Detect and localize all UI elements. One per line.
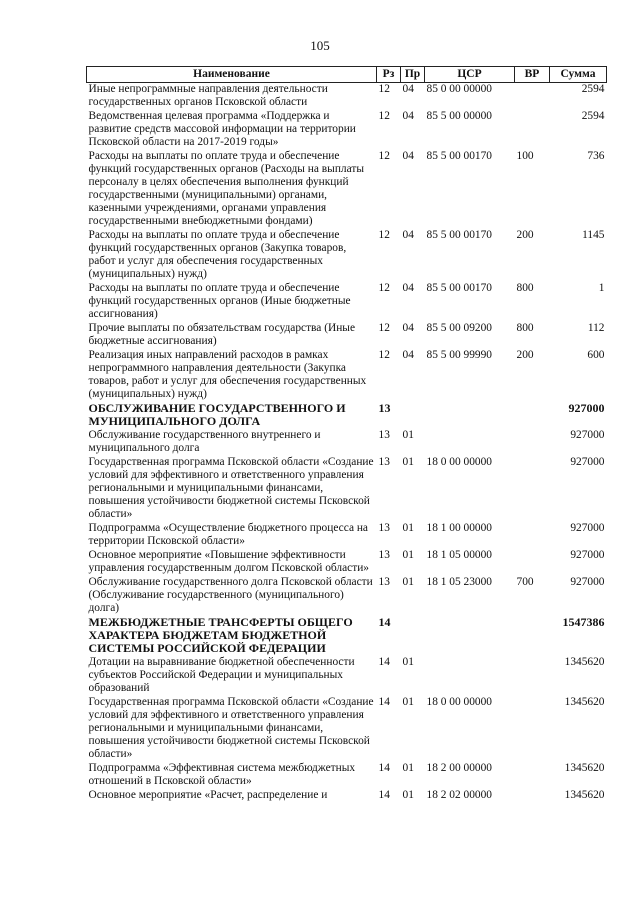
cell-vr: [515, 616, 550, 656]
cell-name: Подпрограмма «Эффективная система межбюджетных отношений в Псковской области»: [88, 762, 356, 787]
cell-sum: 1547386: [562, 615, 605, 629]
table-row: [87, 229, 607, 282]
cell-pr: 01: [402, 762, 414, 774]
cell-name: Ведомственная целевая программа «Поддержка и развитие средств массовой информации на территории Псковской области на 2017-2019 годы»: [88, 110, 356, 148]
cell-name: ОБСЛУЖИВАНИЕ ГОСУДАРСТВЕННОГО И МУНИЦИПАЛЬНОГО ДОЛГА: [88, 401, 346, 428]
cell-pr: 01: [402, 696, 414, 708]
cell-sum: 1345620: [564, 656, 605, 668]
cell-rz: 12: [378, 150, 390, 162]
header-sum: Сумма: [550, 67, 607, 83]
header-csr: ЦСР: [425, 67, 515, 83]
cell-vr: [515, 789, 550, 803]
cell-vr: 100: [516, 150, 534, 162]
cell-rz: 13: [378, 429, 390, 441]
cell-rz: 14: [378, 696, 390, 708]
table-row: [87, 349, 607, 402]
cell-rz: 13: [378, 401, 391, 415]
cell-csr: 85 0 00 00000: [426, 83, 492, 95]
cell-sum: 927000: [570, 522, 605, 534]
cell-pr: 04: [402, 229, 414, 241]
cell-rz: 14: [378, 789, 390, 801]
cell-rz: 13: [378, 522, 390, 534]
cell-pr: 01: [402, 429, 414, 441]
table-row: [87, 322, 607, 349]
cell-rz: 13: [378, 576, 390, 588]
cell-rz: 14: [378, 615, 391, 629]
cell-csr: [425, 429, 515, 456]
cell-name: Расходы на выплаты по оплате труда и обеспечение функций государственных органов (Расходы на выплаты персоналу в целях обеспечения выполнения функций государственными (муниципальными) органами, казенными учреждениями, органами управления государственными внебюджетными фондами): [88, 150, 364, 227]
cell-name: Иные непрограммные направления деятельности государственных органов Псковской области: [88, 83, 328, 108]
cell-rz: 12: [378, 349, 390, 361]
cell-pr: 01: [402, 549, 414, 561]
cell-csr: 18 2 02 00000: [426, 789, 492, 801]
cell-pr: 01: [402, 656, 414, 668]
cell-name: Основное мероприятие «Расчет, распределение и: [88, 789, 328, 801]
cell-csr: [425, 656, 515, 696]
cell-rz: 12: [378, 229, 390, 241]
cell-vr: 200: [516, 349, 534, 361]
cell-csr: [425, 402, 515, 429]
cell-name: Расходы на выплаты по оплате труда и обеспечение функций государственных органов (Закупка товаров, работ и услуг для обеспечения государственных (муниципальных) нужд): [88, 229, 347, 280]
cell-vr: [515, 656, 550, 696]
header-name: Наименование: [87, 67, 377, 83]
cell-pr: 01: [402, 789, 414, 801]
cell-csr: 85 5 00 00000: [426, 110, 492, 122]
cell-pr: 01: [402, 456, 414, 468]
cell-vr: [515, 83, 550, 111]
cell-csr: 18 1 00 00000: [426, 522, 492, 534]
table-row: [87, 83, 607, 111]
cell-vr: 800: [516, 282, 534, 294]
cell-pr: 01: [402, 522, 414, 534]
table-row: [87, 282, 607, 322]
cell-csr: 85 5 00 00170: [426, 229, 492, 241]
table-row: [87, 110, 607, 150]
section-row: [87, 402, 607, 429]
cell-rz: 12: [378, 110, 390, 122]
cell-name: Прочие выплаты по обязательствам государства (Иные бюджетные ассигнования): [88, 322, 356, 347]
table-row: [87, 549, 607, 576]
cell-vr: [515, 762, 550, 789]
cell-vr: 700: [516, 576, 534, 588]
cell-csr: 85 5 00 00170: [426, 282, 492, 294]
cell-pr: 04: [402, 282, 414, 294]
cell-vr: [515, 522, 550, 549]
table-row: [87, 150, 607, 229]
cell-sum: 112: [587, 322, 605, 334]
cell-sum: 1345620: [564, 762, 605, 774]
cell-sum: 600: [587, 349, 605, 361]
cell-vr: [515, 549, 550, 576]
cell-pr: 04: [402, 349, 414, 361]
cell-csr: 85 5 00 00170: [426, 150, 492, 162]
cell-pr: 04: [402, 83, 414, 95]
cell-name: Дотации на выравнивание бюджетной обеспеченности субъектов Российской Федерации и муниципальных образований: [88, 656, 355, 694]
header-pr: Пр: [401, 67, 425, 83]
table-row: [87, 456, 607, 522]
cell-rz: 12: [378, 322, 390, 334]
cell-sum: 927000: [570, 456, 605, 468]
cell-name: МЕЖБЮДЖЕТНЫЕ ТРАНСФЕРТЫ ОБЩЕГО ХАРАКТЕРА БЮДЖЕТАМ БЮДЖЕТНОЙ СИСТЕМЫ РОССИЙСКОЙ ФЕДЕРАЦИИ: [88, 615, 353, 655]
cell-pr: [401, 402, 425, 429]
cell-sum: 1345620: [564, 696, 605, 708]
cell-name: Расходы на выплаты по оплате труда и обеспечение функций государственных органов (Иные бюджетные ассигнования): [88, 282, 351, 320]
cell-pr: 04: [402, 322, 414, 334]
cell-name: Государственная программа Псковской области «Создание условий для эффективного и ответственного управления региональными и муниципальными финансами, повышения устойчивости бюджетной системы Псковской области»: [88, 696, 374, 760]
cell-name: Подпрограмма «Осуществление бюджетного процесса на территории Псковской области»: [88, 522, 368, 547]
cell-rz: 12: [378, 282, 390, 294]
cell-csr: [425, 616, 515, 656]
cell-rz: 13: [378, 549, 390, 561]
cell-rz: 14: [378, 656, 390, 668]
cell-vr: [515, 429, 550, 456]
cell-csr: 18 1 05 00000: [426, 549, 492, 561]
page-number: 105: [310, 38, 330, 53]
cell-name: Обслуживание государственного долга Псковской области (Обслуживание государственного (муниципального) долга): [88, 576, 373, 614]
table-header-row: [87, 67, 607, 83]
cell-sum: 927000: [570, 576, 605, 588]
cell-vr: [515, 456, 550, 522]
cell-sum: 927000: [570, 549, 605, 561]
cell-sum: 1345620: [564, 789, 605, 801]
cell-csr: 18 2 00 00000: [426, 762, 492, 774]
cell-sum: 2594: [581, 83, 605, 95]
section-row: [87, 616, 607, 656]
cell-name: Государственная программа Псковской области «Создание условий для эффективного и ответственного управления региональными и муниципальными финансами, повышения устойчивости бюджетной системы Псковской области»: [88, 456, 374, 520]
table-body: [87, 83, 607, 804]
cell-csr: 18 0 00 00000: [426, 696, 492, 708]
cell-name: Основное мероприятие «Повышение эффективности управления государственным долгом Псковской области»: [88, 549, 369, 574]
header-vr: ВР: [515, 67, 550, 83]
cell-pr: 04: [402, 150, 414, 162]
cell-vr: [515, 110, 550, 150]
cell-pr: 04: [402, 110, 414, 122]
cell-sum: 1: [598, 282, 605, 294]
cell-csr: 85 5 00 09200: [426, 322, 492, 334]
table-row: [87, 576, 607, 616]
cell-vr: [515, 696, 550, 762]
table-row: [87, 522, 607, 549]
header-rz: Рз: [377, 67, 401, 83]
cell-sum: 736: [587, 150, 605, 162]
cell-rz: 12: [378, 83, 390, 95]
cell-sum: 927000: [570, 429, 605, 441]
budget-table: [86, 66, 607, 803]
cell-sum: 1145: [582, 229, 605, 241]
cell-csr: 18 0 00 00000: [426, 456, 492, 468]
table-row: [87, 789, 607, 803]
cell-name: Реализация иных направлений расходов в рамках непрограммного направления деятельности (Закупка товаров, работ и услуг для обеспечения государственных (муниципальных) нужд): [88, 349, 367, 400]
cell-rz: 14: [378, 762, 390, 774]
cell-sum: 927000: [568, 401, 605, 415]
table-row: [87, 656, 607, 696]
cell-vr: 800: [516, 322, 534, 334]
cell-name: Обслуживание государственного внутреннего и муниципального долга: [88, 429, 321, 454]
table-row: [87, 429, 607, 456]
cell-sum: 2594: [581, 110, 605, 122]
cell-pr: 01: [402, 576, 414, 588]
cell-rz: 13: [378, 456, 390, 468]
cell-csr: 85 5 00 99990: [426, 349, 492, 361]
table-row: [87, 762, 607, 789]
cell-csr: 18 1 05 23000: [426, 576, 492, 588]
table-row: [87, 696, 607, 762]
cell-vr: 200: [516, 229, 534, 241]
cell-vr: [515, 402, 550, 429]
cell-pr: [401, 616, 425, 656]
